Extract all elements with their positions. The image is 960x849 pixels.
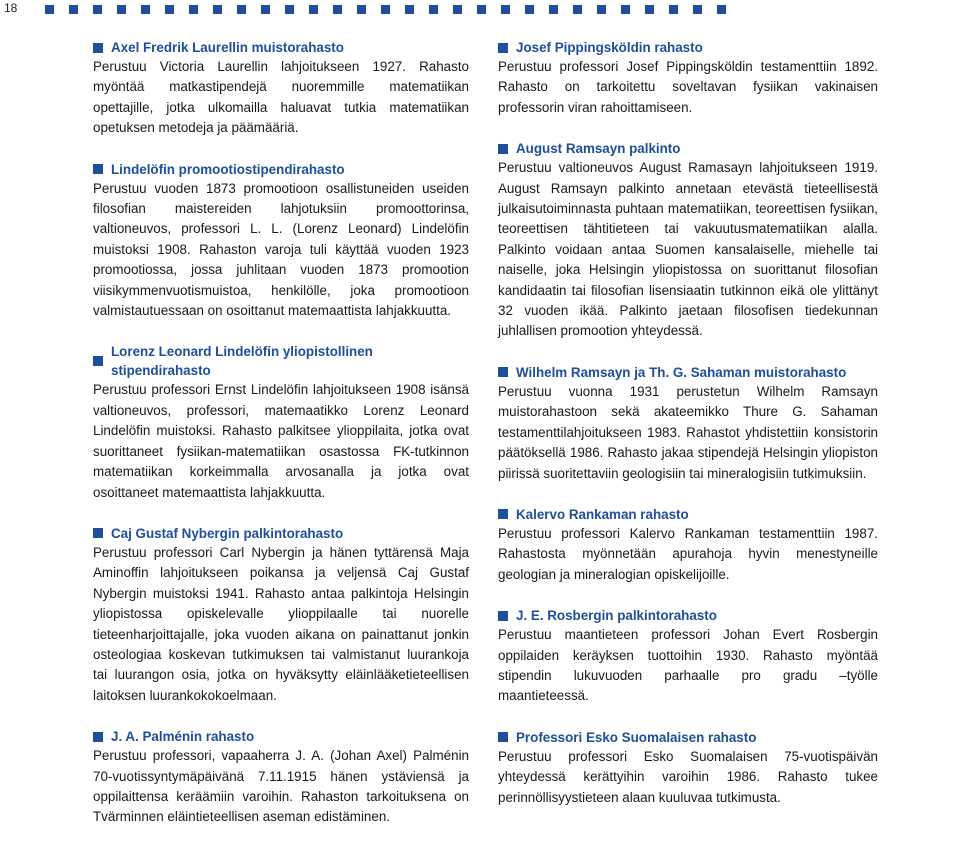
fund-section — [93, 38, 469, 139]
square-decoration-icon — [621, 5, 630, 14]
section-body: Perustuu valtioneuvos August Ramasayn lahjoitukseen 1919. August Ramsayn palkinto annetaan etevästä tieteellisestä julkaisutoiminnasta puhtaan matematiikan, teoreettisen fysiikan, teoreettisen tähtitieteen tai vakuutusmatematiikan alalla. Palkinto voidaan antaa Suomen kansalaiselle, miehelle tai naiselle, joka Helsingin yliopistossa on suorittanut filosofian kandidaatin tai filosofian lisensiaatin tutkinnon eikä ole ylittänyt 32 vuoden ikää. Palkinto jaetaan filosofisen tiedekunnan juhlallisen promootion yhteydessä. — [498, 160, 878, 339]
square-bullet-icon — [498, 732, 508, 742]
page-number: 18 — [4, 1, 18, 15]
square-decoration-icon — [213, 5, 222, 14]
square-decoration-icon — [165, 5, 174, 14]
square-decoration-icon — [381, 5, 390, 14]
section-body: Perustuu professori Ernst Lindelöfin lahjoitukseen 1908 isänsä valtioneuvos, professori, matemaatikko Lorenz Leonard Lindelöfin muistoksi. Rahasto palkitsee ylioppilaita, jotka ovat suorittaneet fysiikan-matematiikan osastossa FK-tutkinnon matematiikan korkeimmalla arvosanalla ja jotka ovat osoittaneet matemaattista lahjakkuutta. — [93, 382, 469, 500]
section-heading — [498, 728, 878, 747]
fund-section — [498, 728, 878, 808]
square-decoration-icon — [357, 5, 366, 14]
square-decoration-icon — [405, 5, 414, 14]
square-bullet-icon — [93, 528, 103, 538]
square-bullet-icon — [93, 356, 103, 366]
square-decoration-icon — [45, 5, 54, 14]
left-column — [93, 38, 469, 849]
section-title: Lindelöfin promootiostipendirahasto — [111, 161, 345, 177]
fund-section — [93, 160, 469, 322]
section-title: Kalervo Rankaman rahasto — [516, 506, 689, 522]
square-decoration-icon — [693, 5, 702, 14]
square-decoration-icon — [525, 5, 534, 14]
square-decoration-icon — [333, 5, 342, 14]
section-heading — [93, 160, 469, 179]
square-decoration-icon — [477, 5, 486, 14]
section-heading — [498, 505, 878, 524]
square-bullet-icon — [93, 43, 103, 53]
fund-section — [498, 38, 878, 118]
right-column — [498, 38, 878, 829]
fund-section — [498, 505, 878, 585]
section-body: Perustuu maantieteen professori Johan Evert Rosbergin oppilaiden keräyksen tuottoihin 1930. Rahasto myöntää stipendin lukuvuoden parhaalle pro gradu –työlle maantieteessä. — [498, 627, 878, 704]
square-decoration-icon — [549, 5, 558, 14]
section-title: Josef Pippingsköldin rahasto — [516, 40, 703, 55]
square-bullet-icon — [498, 144, 508, 154]
section-title: Caj Gustaf Nybergin palkintorahasto — [111, 525, 344, 541]
top-decoration-bar — [0, 0, 960, 20]
square-decoration-icon — [141, 5, 150, 14]
square-decoration-icon — [93, 5, 102, 14]
fund-section — [498, 606, 878, 707]
section-body: Perustuu professori, vapaaherra J. A. (Johan Axel) Palménin 70-vuotissyntymäpäivänä 7.11.1915 hänen ystäviensä ja oppilaittensa keräämiin varoihin. Rahaston tarkoituksena on Tvärminnen eläintieteellisen aseman edistäminen. — [93, 748, 469, 825]
fund-section — [93, 727, 469, 828]
square-bullet-icon — [93, 732, 103, 742]
section-heading — [93, 38, 469, 57]
square-decoration-icon — [597, 5, 606, 14]
section-body: Perustuu vuonna 1931 perustetun Wilhelm Ramsayn muistorahastoon sekä akateemikko Thure G. Sahaman testamenttilahjoitukseen 1983. Rahastot yhdistettiin konsistorin päätöksellä 1986. Rahasto jakaa stipendejä Helsingin yliopiston piirissä suoritettaviin geologisiin tai mineralogisiin tutkimuksiin. — [498, 383, 878, 481]
square-bullet-icon — [498, 611, 508, 621]
section-title: J. E. Rosbergin palkintorahasto — [516, 608, 717, 624]
section-heading — [498, 363, 878, 382]
section-body: Perustuu professori Carl Nybergin ja hänen tyttärensä Maja Aminoffin lahjoitukseen poikansa ja veljensä Caj Gustaf Nybergin muistoksi 1941. Rahasto antaa palkintoja Helsingin yliopistossa opiskelevalle ylioppilaalle tai nuorelle tieteenharjoittajalle, joka vuoden aikana on painattanut jonkin osteologiaa koskevan tutkimuksen tai valmistanut luurankoja tai luurangon osia, jotka on hyväksytty eläinlääketieteellisen laitoksen luurankokokoelmaan. — [93, 544, 469, 703]
square-bullet-icon — [93, 164, 103, 174]
fund-section — [498, 139, 878, 342]
square-decoration-icon — [669, 5, 678, 14]
square-decoration-icon — [429, 5, 438, 14]
section-body: Perustuu professori Kalervo Rankaman testamenttiin 1987. Rahastosta myönnetään apurahoja hyvin menestyneille geologian ja mineralogian opiskelijoille. — [498, 525, 878, 582]
section-body: Perustuu Victoria Laurellin lahjoitukseen 1927. Rahasto myöntää matkastipendejä nuoremmille matematiikan opettajille, jotka ulkomailla haluavat tutkia matematiikan opetuksen metodeja ja päämääriä. — [93, 59, 469, 136]
fund-section — [93, 342, 469, 502]
square-decoration-icon — [285, 5, 294, 14]
section-heading — [498, 139, 878, 158]
square-decoration-icon — [309, 5, 318, 14]
section-title: Wilhelm Ramsayn ja Th. G. Sahaman muistorahasto — [516, 364, 847, 380]
section-heading — [93, 342, 469, 380]
square-decoration-icon — [573, 5, 582, 14]
section-body: Perustuu professori Esko Suomalaisen 75-vuotispäivän yhteydessä kerättyihin varoihin 1986. Rahasto tukee perinnöllisyystieteen alaan kuuluvaa tutkimusta. — [498, 748, 878, 805]
square-decoration-icon — [261, 5, 270, 14]
section-title: Professori Esko Suomalaisen rahasto — [516, 729, 757, 745]
section-title: Axel Fredrik Laurellin muistorahasto — [111, 40, 344, 55]
square-decoration-icon — [717, 5, 726, 14]
square-decoration-icon — [189, 5, 198, 14]
section-title: Lorenz Leonard Lindelöfin yliopistollinen stipendirahasto — [111, 344, 373, 379]
square-decoration-icon — [453, 5, 462, 14]
section-heading — [498, 38, 878, 57]
section-body: Perustuu professori Josef Pippingsköldin testamenttiin 1892. Rahasto on tarkoitettu soveltavan fysiikan vakinaisen professorin viran rahoittamiseen. — [498, 59, 878, 115]
section-title: August Ramsayn palkinto — [516, 141, 681, 157]
square-bullet-icon — [498, 509, 508, 519]
square-decoration-icon — [117, 5, 126, 14]
square-bullet-icon — [498, 367, 508, 377]
section-heading — [93, 727, 469, 746]
fund-section — [498, 363, 878, 484]
section-title: J. A. Palménin rahasto — [111, 729, 255, 745]
section-body: Perustuu vuoden 1873 promootioon osallistuneiden useiden filosofian maistereiden lahjotuksiin promoottorinsa, valtioneuvos, professori L. L. (Lorenz Leonard) Lindelöfin muistoksi 1908. Rahaston varoja tuli käyttää vuoden 1923 promootiossa, jossa juhlitaan vuoden 1873 promootion viisikymmenvuotismuistoa, henkilölle, joka promootioon valmistautuessaan on osoittanut matemaattista lahjakkuutta. — [93, 180, 469, 319]
square-decoration-icon — [69, 5, 78, 14]
square-decoration-icon — [501, 5, 510, 14]
square-decoration-icon — [645, 5, 654, 14]
fund-section — [93, 524, 469, 706]
square-bullet-icon — [498, 43, 508, 53]
section-heading — [93, 524, 469, 543]
square-row — [45, 5, 726, 14]
section-heading — [498, 606, 878, 625]
square-decoration-icon — [237, 5, 246, 14]
